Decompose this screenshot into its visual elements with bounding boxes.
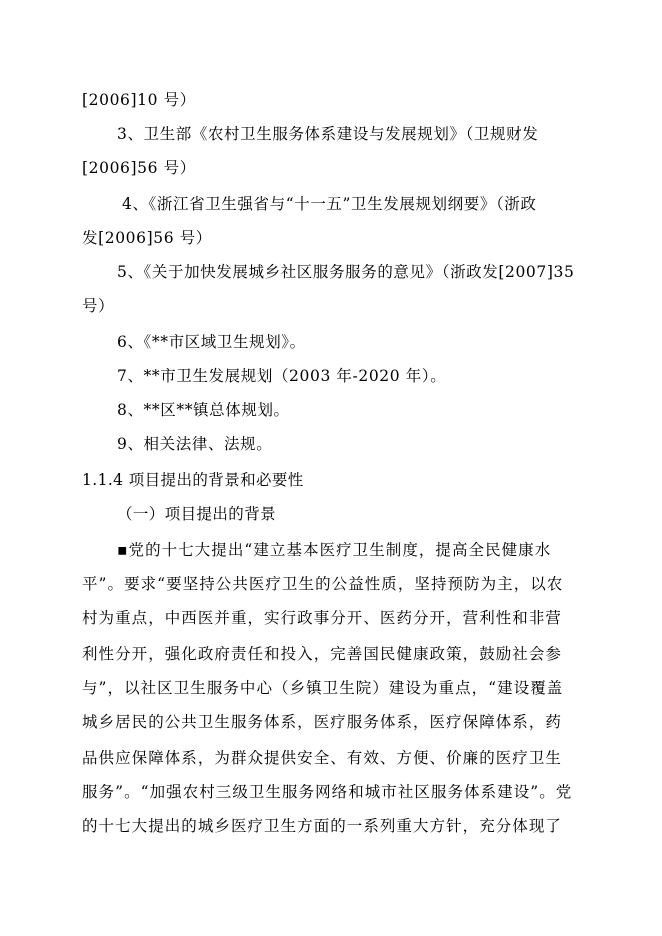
subsection-heading: （一）项目提出的背景 [117,505,277,523]
text-line: 5、《关于加快发展城乡社区服务服务的意见》（浙政发[2007]35 [117,263,575,281]
text-line: 城乡居民的公共卫生服务体系，医疗服务体系，医疗保障体系，药 [82,713,562,731]
text-line: 发[2006]56 号） [82,229,212,247]
text-line: 利性分开，强化政府责任和投入，完善国民健康政策，鼓励社会参 [82,645,562,663]
text-line: ▪党的十七大提出“建立基本医疗卫生制度，提高全民健康水 [117,541,552,559]
text-line: 8、**区**镇总体规划。 [117,401,290,419]
text-line: 9、相关法律、法规。 [117,435,273,453]
text-line: 与”，以社区卫生服务中心（乡镇卫生院）建设为重点，“建设覆盖 [82,679,564,697]
text-line: [2006]56 号） [82,159,196,177]
text-line: 平”。要求“要坚持公共医疗卫生的公益性质，坚持预防为主，以农 [82,575,564,593]
section-heading: 1.1.4 项目提出的背景和必要性 [82,471,304,489]
text-line: 服务”。“加强农村三级卫生服务网络和城市社区服务体系建设”。党 [82,783,573,801]
text-line: 号） [82,297,115,315]
text-line: 的十七大提出的城乡医疗卫生方面的一系列重大方针，充分体现了 [82,817,562,835]
text-line: 3、卫生部《农村卫生服务体系建设与发展规划》（卫规财发 [117,125,539,143]
text-line: 7、**市卫生发展规划（2003 年-2020 年）。 [117,367,447,385]
text-line: 品供应保障体系，为群众提供安全、有效、方便、价廉的医疗卫生 [82,749,562,767]
text-line: [2006]10 号） [82,91,196,109]
text-line: 4、《浙江省卫生强省与“十一五”卫生发展规划纲要》（浙政 [122,195,537,213]
text-line: 村为重点，中西医并重，实行政事分开、医药分开，营利性和非营 [82,609,562,627]
text-line: 6、《**市区域卫生规划》。 [117,333,306,351]
